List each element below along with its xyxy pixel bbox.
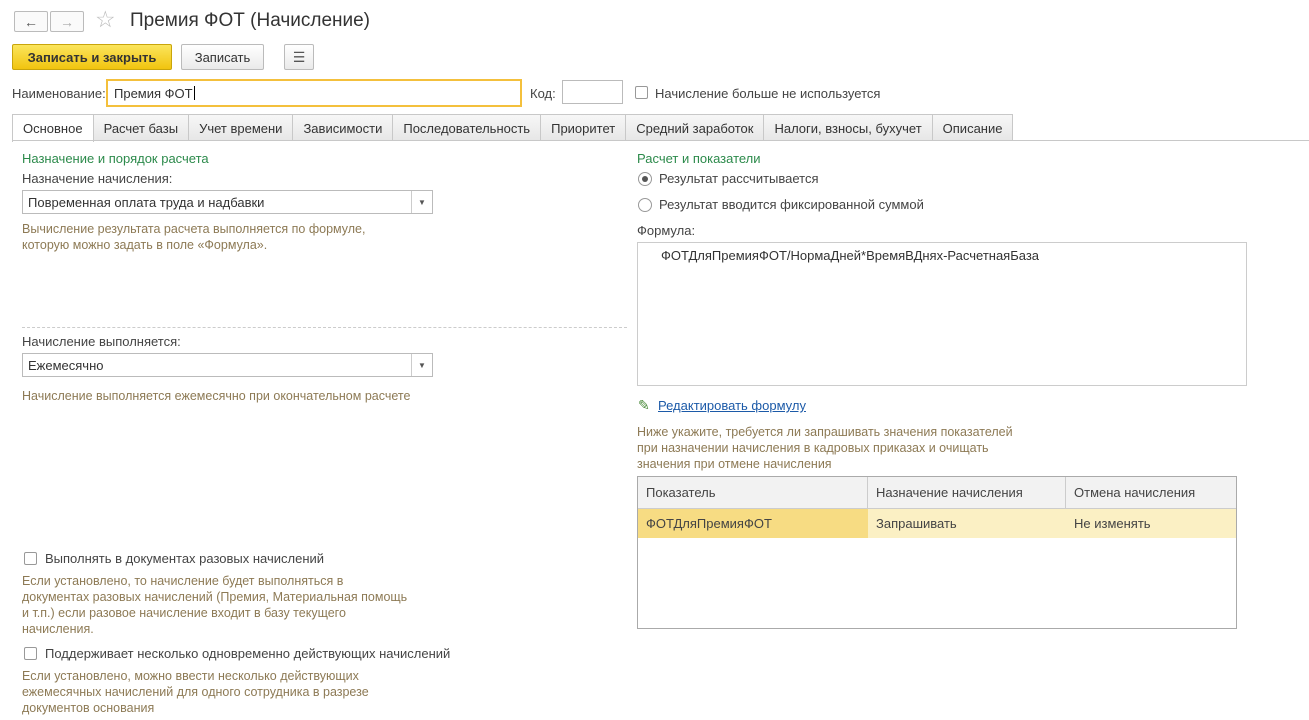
save-button[interactable]: Записать [181,44,264,70]
period-label: Начисление выполняется: [22,334,181,349]
tab-average-earnings[interactable]: Средний заработок [625,114,764,141]
indicators-table [637,476,1237,629]
section-separator [22,327,627,328]
list-icon: ☰ [292,48,306,65]
dropdown-arrow-icon[interactable]: ▼ [411,354,432,376]
unused-checkbox[interactable] [635,86,648,99]
save-and-close-button[interactable]: Записать и закрыть [12,44,172,70]
column-header-assignment[interactable]: Назначение начисления [868,477,1066,508]
one-time-checkbox[interactable] [24,552,37,565]
calc-section-title: Расчет и показатели [637,151,761,166]
purpose-select-value: Повременная оплата труда и надбавки [28,194,265,210]
arrow-left-icon: ← [24,13,38,30]
purpose-hint-line: Вычисление результата расчета выполняется по формуле, [22,222,366,236]
period-select[interactable] [22,353,433,377]
purpose-hint [22,221,365,253]
indicators-note [637,424,1013,472]
indicators-note-line: при назначении начисления в кадровых приказах и очищать [637,441,989,455]
code-label: Код: [530,86,556,101]
table-header [638,477,1236,509]
arrow-right-icon: → [60,13,74,30]
formula-label: Формула: [637,223,696,238]
name-input[interactable] [106,79,522,107]
tab-dependencies[interactable]: Зависимости [292,114,393,141]
back-button[interactable] [14,11,48,32]
forward-button[interactable] [50,11,84,32]
radio-result-calculated[interactable] [638,172,652,186]
table-row[interactable] [638,509,1236,538]
period-select-value: Ежемесячно [28,357,104,373]
tab-main[interactable]: Основное [12,114,94,142]
name-label: Наименование: [12,86,106,101]
radio-result-calculated-label: Результат рассчитывается [659,171,819,186]
multiple-accruals-label: Поддерживает несколько одновременно действующих начислений [45,646,451,661]
pencil-icon: ✎ [638,397,650,413]
code-input[interactable] [562,80,623,104]
column-header-indicator[interactable]: Показатель [638,477,868,508]
text-cursor [194,86,195,100]
tab-priority[interactable]: Приоритет [540,114,626,141]
purpose-select[interactable] [22,190,433,214]
radio-result-fixed[interactable] [638,198,652,212]
purpose-section-title: Назначение и порядок расчета [22,151,209,166]
dropdown-arrow-icon[interactable]: ▼ [411,191,432,213]
tab-sequence[interactable]: Последовательность [392,114,541,141]
one-time-hint-line: и т.п.) если разовое начисление входит в базу текущего [22,606,346,620]
table-cell-assignment[interactable]: Запрашивать [876,516,957,531]
tab-description[interactable]: Описание [932,114,1014,141]
multiple-accruals-hint-line: ежемесячных начислений для одного сотрудника в разрезе [22,685,369,699]
unused-checkbox-label: Начисление больше не используется [655,86,881,101]
purpose-label: Назначение начисления: [22,171,173,186]
one-time-hint-line: документах разовых начислений (Премия, Материальная помощь [22,590,408,604]
tab-time-accounting[interactable]: Учет времени [188,114,293,141]
multiple-accruals-hint [22,668,369,716]
edit-formula-link[interactable]: Редактировать формулу [658,398,806,413]
radio-result-fixed-label: Результат вводится фиксированной суммой [659,197,924,212]
period-hint: Начисление выполняется ежемесячно при окончательном расчете [22,389,411,403]
one-time-hint-line: начисления. [22,622,94,636]
more-menu-button[interactable] [284,44,314,70]
multiple-accruals-hint-line: документов основания [22,701,155,715]
window-title: Премия ФОТ (Начисление) [130,10,371,31]
one-time-hint-line: Если установлено, то начисление будет выполняться в [22,574,344,588]
favorite-star-icon[interactable]: ☆ [95,6,116,32]
tab-divider [12,140,1309,141]
tab-base-calculation[interactable]: Расчет базы [93,114,190,141]
one-time-hint [22,573,407,637]
tab-taxes[interactable]: Налоги, взносы, бухучет [763,114,932,141]
purpose-hint-line: которую можно задать в поле «Формула». [22,238,268,252]
column-header-cancel[interactable]: Отмена начисления [1074,485,1196,500]
one-time-label: Выполнять в документах разовых начислений [45,551,325,566]
indicators-note-line: Ниже укажите, требуется ли запрашивать значения показателей [637,425,1013,439]
formula-textarea[interactable] [637,242,1247,386]
multiple-accruals-checkbox[interactable] [24,647,37,660]
tab-bar [12,114,1012,141]
formula-text: ФОТДляПремияФОТ/НормаДней*ВремяВДнях-РасчетнаяБаза [661,248,1040,263]
name-input-value: Премия ФОТ [114,85,193,101]
indicators-note-line: значения при отмене начисления [637,457,832,471]
multiple-accruals-hint-line: Если установлено, можно ввести несколько действующих [22,669,359,683]
table-cell-cancel[interactable]: Не изменять [1074,516,1151,531]
table-cell-indicator[interactable]: ФОТДляПремияФОТ [638,509,868,538]
